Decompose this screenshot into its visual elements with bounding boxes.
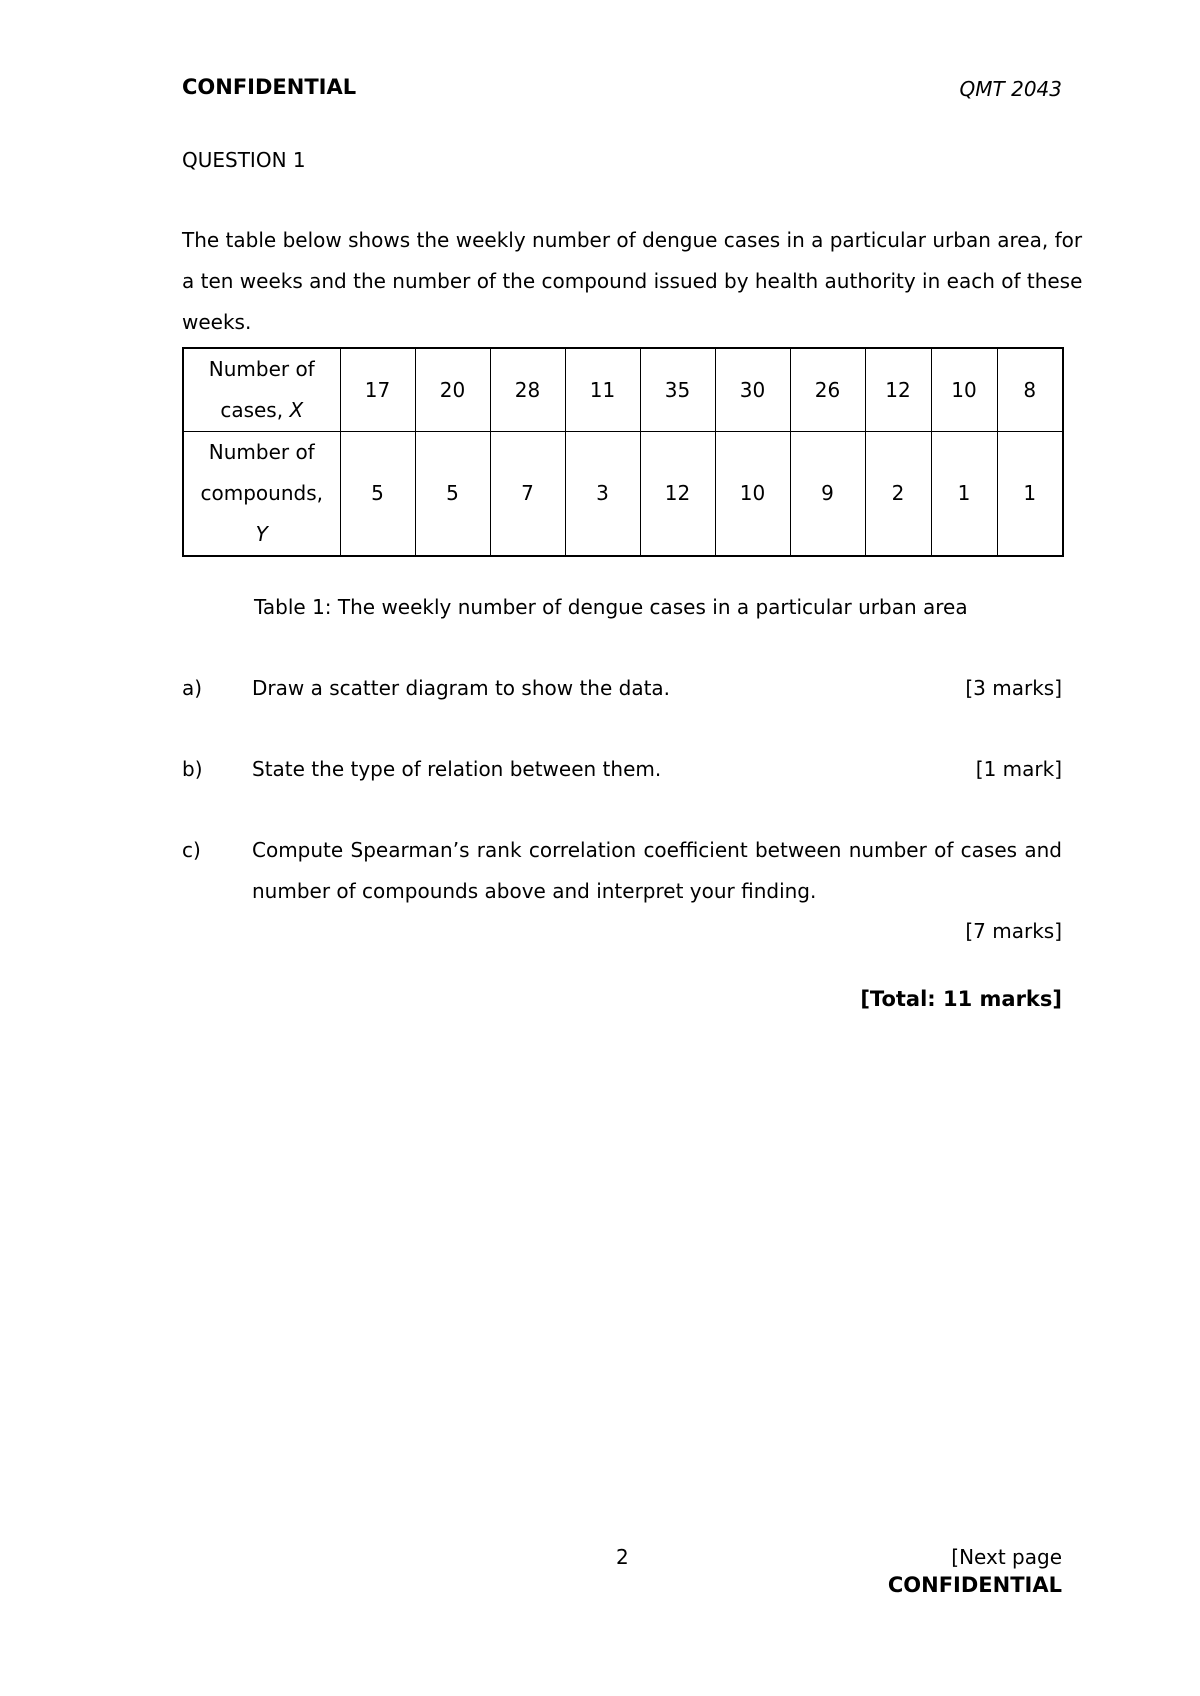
part-c-marks: [7 marks] bbox=[965, 919, 1062, 943]
table-cell: 1 bbox=[931, 432, 997, 557]
intro-line-1: The table below shows the weekly number of dengue cases in a particular urban area, for bbox=[182, 228, 1083, 252]
row-header-line: cases, bbox=[220, 398, 290, 422]
row-header-line: compounds, bbox=[200, 481, 323, 505]
footer-confidential: CONFIDENTIAL bbox=[887, 1573, 1062, 1597]
table-cell: 5 bbox=[340, 432, 415, 557]
part-a-label: a) bbox=[182, 676, 203, 700]
variable-x: X bbox=[289, 398, 304, 422]
table-row-compounds bbox=[183, 432, 1063, 557]
course-code: QMT 2043 bbox=[959, 77, 1062, 101]
table-cell: 17 bbox=[340, 348, 415, 432]
row-header-line: Number of bbox=[208, 357, 315, 381]
intro-line-3: weeks. bbox=[182, 310, 252, 334]
table-cell: 5 bbox=[415, 432, 490, 557]
table-row-cases bbox=[183, 348, 1063, 432]
table-cell: 26 bbox=[790, 348, 865, 432]
table-cell: 10 bbox=[931, 348, 997, 432]
table-cell: 20 bbox=[415, 348, 490, 432]
table-cell: 12 bbox=[640, 432, 715, 557]
row-header-cases bbox=[183, 348, 340, 432]
header-confidential: CONFIDENTIAL bbox=[182, 75, 357, 99]
row-header-compounds bbox=[183, 432, 340, 557]
total-marks: [Total: 11 marks] bbox=[860, 987, 1062, 1011]
table-cell: 1 bbox=[997, 432, 1063, 557]
part-c-text-line2: number of compounds above and interpret your finding. bbox=[252, 879, 817, 903]
table-cell: 12 bbox=[865, 348, 931, 432]
table-caption: Table 1: The weekly number of dengue cases in a particular urban area bbox=[254, 595, 968, 619]
part-c-text-line1: Compute Spearman’s rank correlation coefficient between number of cases and bbox=[252, 838, 1062, 862]
table-cell: 2 bbox=[865, 432, 931, 557]
table-cell: 7 bbox=[490, 432, 565, 557]
question-title: QUESTION 1 bbox=[182, 148, 306, 172]
variable-y: Y bbox=[255, 522, 268, 546]
table-cell: 30 bbox=[715, 348, 790, 432]
table-cell: 35 bbox=[640, 348, 715, 432]
intro-line-2: a ten weeks and the number of the compound issued by health authority in each of these bbox=[182, 269, 1083, 293]
next-page-note: [Next page bbox=[951, 1545, 1062, 1569]
part-b-text: State the type of relation between them. bbox=[252, 757, 662, 781]
part-c-label: c) bbox=[182, 838, 201, 862]
page-number: 2 bbox=[616, 1545, 629, 1569]
part-a-marks: [3 marks] bbox=[965, 676, 1062, 700]
row-header-line: Number of bbox=[208, 440, 315, 464]
part-b-marks: [1 mark] bbox=[975, 757, 1062, 781]
table-cell: 8 bbox=[997, 348, 1063, 432]
part-b-label: b) bbox=[182, 757, 203, 781]
part-a-text: Draw a scatter diagram to show the data. bbox=[252, 676, 671, 700]
data-table bbox=[182, 347, 1064, 557]
table-cell: 28 bbox=[490, 348, 565, 432]
table-cell: 9 bbox=[790, 432, 865, 557]
table-cell: 10 bbox=[715, 432, 790, 557]
table-cell: 11 bbox=[565, 348, 640, 432]
table-cell: 3 bbox=[565, 432, 640, 557]
